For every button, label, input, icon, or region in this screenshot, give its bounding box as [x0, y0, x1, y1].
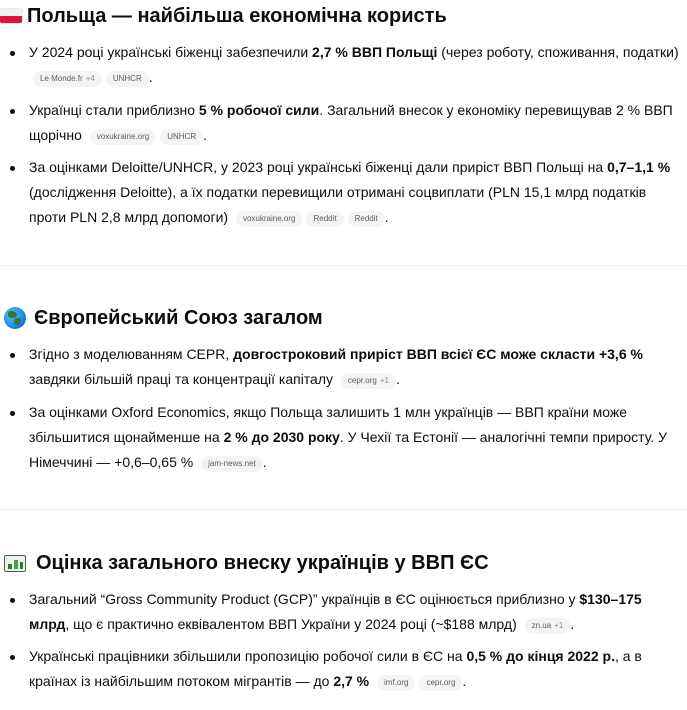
item-emphasis: 0,5 % до кінця 2022 р.: [466, 648, 615, 664]
source-link[interactable]: cepr.org +1: [341, 373, 396, 389]
item-text: , що є практично еквівалентом ВВП України у 2024 році (~$188 млрд): [65, 616, 521, 632]
globe-icon: [4, 307, 26, 329]
list-item: Українські працівники збільшили пропозицію робочої сили в ЄС на 0,5 % до кінця 2022 р., а в країнах із найбільшим потоком мігрантів — до 2,7 % imf.org cepr.org .: [29, 644, 684, 694]
source-link[interactable]: voxukraine.org: [90, 129, 156, 145]
item-emphasis: 5 % робочої сили: [198, 102, 320, 118]
list-item: Згідно з моделюванням CEPR, довгостроковий приріст ВВП всієї ЄС може скласти +3,6 % завдяки більшій праці та концентрації капіталу cepr.org +1 .: [29, 342, 684, 392]
list-item: У 2024 році українські біженці забезпечили 2,7 % ВВП Польщі (через роботу, споживання, податки) Le Monde.fr +4 UNHCR .: [29, 40, 684, 90]
item-text: завдяки більшій праці та концентрації капіталу: [29, 371, 337, 387]
source-link[interactable]: Le Monde.fr +4: [33, 71, 102, 87]
item-text: Українці стали приблизно: [29, 102, 199, 118]
item-emphasis: довгостроковий приріст ВВП всієї ЄС може скласти +3,6 %: [233, 346, 643, 362]
item-text: . Загальний внесок у економіку перевищував 2 % ВВП щорічно: [29, 102, 673, 143]
source-link[interactable]: voxukraine.org: [236, 211, 302, 227]
item-text: , а в країнах із найбільшим потоком мігрантів — до: [29, 648, 642, 689]
item-text: У 2024 році українські біженці забезпечили: [29, 44, 313, 60]
source-link[interactable]: cepr.org: [419, 675, 462, 691]
poland-flag-icon: [0, 9, 22, 23]
list-item: За оцінками Deloitte/UNHCR, у 2023 році українські біженці дали приріст ВВП Польщі на 0,7–1,1 % (дослідження Deloitte), а їх податки перевищили отримані соцвиплати (PLN 15,1 млрд податків проти PLN 2,8 млрд допомоги) voxukraine.org Reddit Reddit .: [29, 155, 684, 230]
section-title: Оцінка загального внеску українців у ВВП ЄС: [36, 552, 489, 574]
source-link[interactable]: Reddit: [306, 211, 343, 227]
section-title: Європейський Союз загалом: [34, 307, 323, 329]
item-text: Українські працівники збільшили пропозицію робочої сили в ЄС на: [29, 648, 467, 664]
item-emphasis: 2,7 %: [333, 673, 370, 689]
source-link[interactable]: imf.org: [377, 675, 415, 691]
list-item: За оцінками Oxford Economics, якщо Польща залишить 1 млн українців — ВВП країни може збільшитися щонайменше на 2 % до 2030 року. У Чехії та Естонії — аналогічні темпи приросту. У Німеччині — +0,6–0,65 % jam-news.net .: [29, 400, 684, 475]
item-text: За оцінками Oxford Economics, якщо Польща залишить 1 млн українців — ВВП країни може збільшитися щонайменше на: [29, 404, 628, 445]
item-text: Згідно з моделюванням CEPR,: [29, 346, 234, 362]
item-emphasis: 2 % до 2030 року: [223, 429, 340, 445]
item-text: Загальний “Gross Community Product (GCP)” українців в ЄС оцінюється приблизно у: [29, 591, 580, 607]
item-emphasis: $130–175 млрд: [29, 591, 642, 632]
item-text: . У Чехії та Естонії — аналогічні темпи приросту. У Німеччині — +0,6–0,65 %: [29, 429, 667, 470]
section-heading: [0, 306, 323, 330]
section-title: Польща — найбільша економічна користь: [27, 5, 447, 27]
list-item: Загальний “Gross Community Product (GCP)” українців в ЄС оцінюється приблизно у $130–175 млрд, що є практично еквівалентом ВВП України у 2024 році (~$188 млрд) zn.ua +1 .: [29, 587, 684, 637]
list-item: Українці стали приблизно 5 % робочої сили. Загальний внесок у економіку перевищував 2 % ВВП щорічно voxukraine.org UNHCR .: [29, 98, 684, 148]
source-link[interactable]: zn.ua +1: [525, 618, 571, 634]
section-heading: [0, 551, 489, 575]
section-heading: [0, 4, 447, 28]
item-text: [369, 673, 373, 689]
source-link[interactable]: UNHCR: [160, 129, 203, 145]
item-text: (дослідження Deloitte), а їх податки перевищили отримані соцвиплати (PLN 15,1 млрд податків проти PLN 2,8 млрд допомоги): [29, 184, 647, 225]
item-emphasis: 2,7 % ВВП Польщі: [312, 44, 438, 60]
section-divider: [0, 265, 687, 266]
item-text: (через роботу, споживання, податки): [437, 44, 679, 60]
chart-icon: [4, 555, 26, 572]
item-text: За оцінками Deloitte/UNHCR, у 2023 році українські біженці дали приріст ВВП Польщі на: [29, 159, 608, 175]
item-emphasis: 0,7–1,1 %: [607, 159, 671, 175]
source-link[interactable]: jam-news.net: [201, 456, 263, 472]
source-link[interactable]: Reddit: [348, 211, 385, 227]
section-divider: [0, 509, 687, 510]
source-link[interactable]: UNHCR: [106, 71, 149, 87]
